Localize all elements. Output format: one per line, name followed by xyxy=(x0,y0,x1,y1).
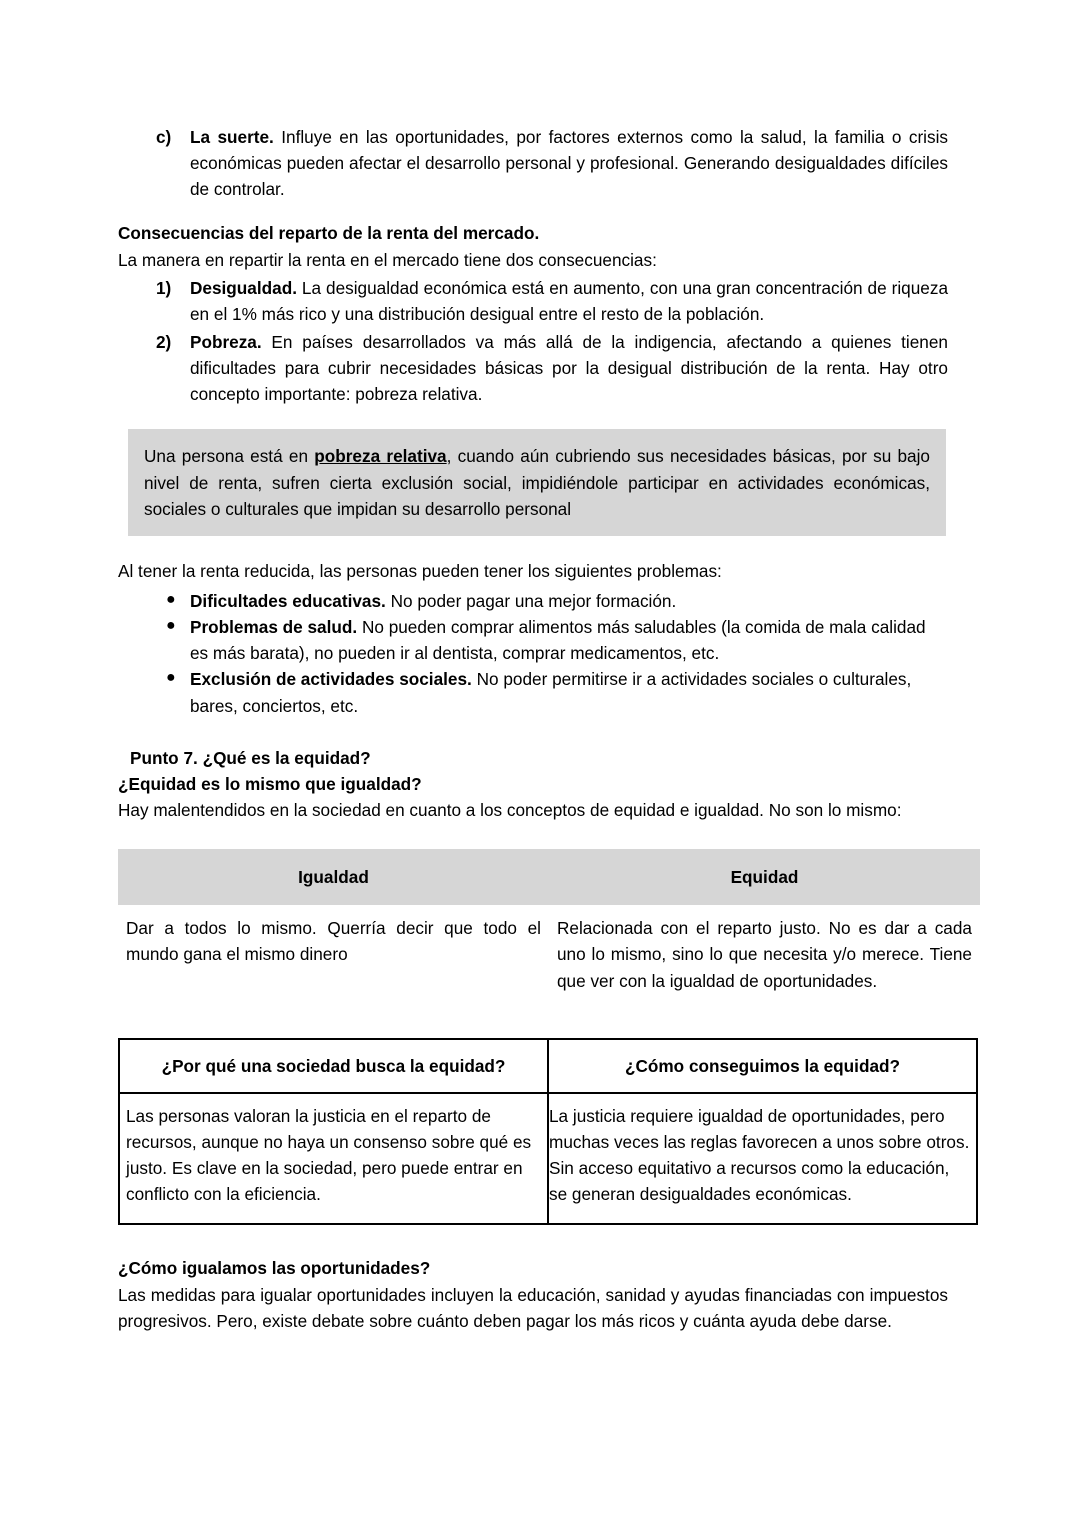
list-item-text: La desigualdad económica está en aumento, con una gran concentración de riqueza en el 1% más rico y una distribución desigual entre el resto de la población. xyxy=(190,277,948,324)
section-heading-consecuencias: Consecuencias del reparto de la renta del mercado. xyxy=(118,223,540,244)
list-marker: 2) xyxy=(156,331,172,352)
table-cell-equidad: Relacionada con el reparto justo. No es dar a cada uno lo mismo, sino lo que necesita y/o merece. Tiene que ver con la igualdad de oportunidades. xyxy=(557,918,972,991)
bullet-icon: ● xyxy=(166,669,176,687)
table-row xyxy=(118,905,980,1003)
list-item-lead: Exclusión de actividades sociales. xyxy=(190,669,472,690)
table-header-row xyxy=(118,849,980,905)
column-header-porque: ¿Por qué una sociedad busca la equidad? xyxy=(119,1039,548,1093)
list-item-lead: La suerte. xyxy=(190,127,274,147)
list-item-lead: Pobreza. xyxy=(190,331,262,352)
document-body xyxy=(118,124,972,1334)
list-item-text: Influye en las oportunidades, por factores externos como la salud, la familia o crisis económicas pueden afectar el desarrollo personal y profesional. Generando desigualdades difíciles de controlar. xyxy=(190,127,948,200)
column-header-igualdad: Igualdad xyxy=(118,849,549,905)
definition-callout xyxy=(128,429,946,535)
table-cell-como xyxy=(548,1093,977,1225)
equidad-intro-paragraph: Hay malentendidos en la sociedad en cuanto a los conceptos de equidad e igualdad. No son lo mismo: xyxy=(118,799,902,820)
table-header xyxy=(119,1039,977,1093)
table-header-row xyxy=(119,1039,977,1093)
list-item-text: No poder pagar una mejor formación. xyxy=(385,590,677,611)
list-item-lead: Dificultades educativas. xyxy=(190,590,386,611)
bullet-icon: ● xyxy=(166,590,176,608)
list-marker: 1) xyxy=(156,277,172,298)
list-item-text: No poder permitirse ir a actividades sociales o culturales, bares, conciertos, etc. xyxy=(190,669,912,716)
list-item-lead: Desigualdad. xyxy=(190,277,297,298)
list-item-text: No pueden comprar alimentos más saludables (la comida de mala calidad es más barata), no pueden ir al dentista, comprar medicamentos, etc. xyxy=(190,617,926,664)
definition-emphasis: pobreza relativa xyxy=(314,446,447,467)
lettered-list xyxy=(118,124,948,202)
definition-text-before: Una persona está en xyxy=(144,446,315,467)
section-heading-punto7: Punto 7. ¿Qué es la equidad? xyxy=(130,747,371,768)
definition-text-after: , cuando aún cubriendo sus necesidades básicas, por su bajo nivel de renta, sufren cierta exclusión social, impidiéndole participar en actividades económicas, sociales o culturales que impidan su desarrollo personal xyxy=(144,446,930,519)
table-igualdad-equidad xyxy=(118,849,980,1004)
list-item xyxy=(118,124,948,202)
numbered-list xyxy=(118,275,948,408)
table-cell-igualdad: Dar a todos lo mismo. Querría decir que todo el mundo gana el mismo dinero xyxy=(126,918,541,965)
problems-intro: Al tener la renta reducida, las personas pueden tener los siguientes problemas: xyxy=(118,560,722,581)
list-item-text: En países desarrollados va más allá de la indigencia, afectando a quienes tienen dificultades para cubrir necesidades básicas por la desigual distribución de la renta. Hay otro concepto importante: pobreza relativa. xyxy=(190,331,948,405)
column-header-como: ¿Cómo conseguimos la equidad? xyxy=(548,1039,977,1093)
subsection-heading-equidad-igualdad: ¿Equidad es lo mismo que igualdad? xyxy=(118,773,422,794)
table-header xyxy=(118,849,980,905)
consecuencias-intro: La manera en repartir la renta en el mercado tiene dos consecuencias: xyxy=(118,249,657,270)
list-item-lead: Problemas de salud. xyxy=(190,617,358,638)
list-item xyxy=(118,588,948,614)
closing-paragraph: Las medidas para igualar oportunidades incluyen la educación, sanidad y ayudas financiadas con impuestos progresivos. Pero, existe debate sobre cuánto deben pagar los más ricos y cuánta ayuda debe darse. xyxy=(118,1284,948,1331)
list-item xyxy=(118,329,948,407)
list-item xyxy=(118,614,948,666)
list-marker: c) xyxy=(156,127,172,147)
table-row xyxy=(119,1093,977,1225)
bullet-list xyxy=(118,588,948,719)
list-item xyxy=(118,275,948,327)
list-item xyxy=(118,666,948,718)
table-equidad-preguntas xyxy=(118,1038,978,1226)
table-body xyxy=(118,905,980,1003)
column-header-equidad: Equidad xyxy=(549,849,980,905)
table-cell-porque: Las personas valoran la justicia en el reparto de recursos, aunque no haya un consenso sobre qué es justo. Es clave en la sociedad, pero puede entrar en conflicto con la eficiencia. xyxy=(119,1093,548,1225)
table-body xyxy=(119,1093,977,1225)
bullet-icon: ● xyxy=(166,617,176,635)
closing-heading: ¿Cómo igualamos las oportunidades? xyxy=(118,1258,431,1279)
table-cell-como-text: La justicia requiere igualdad de oportunidades, pero muchas veces las reglas favorecen a unos sobre otros. Sin acceso equitativo a recursos como la educación, se generan desigualdades económicas. xyxy=(549,1105,970,1205)
